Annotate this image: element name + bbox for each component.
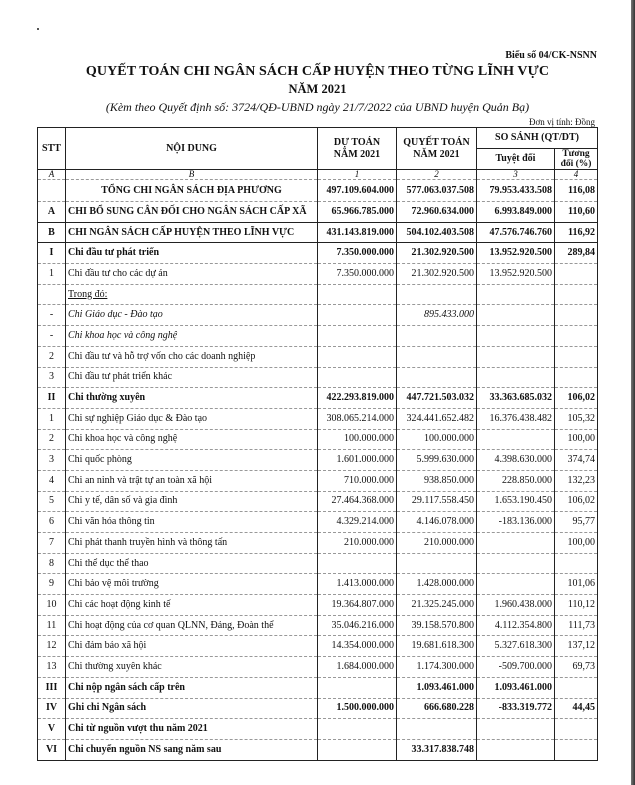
table-row [38, 450, 598, 471]
cell-content: Chi nộp ngân sách cấp trên [66, 677, 318, 698]
table-row [38, 574, 598, 595]
table-row [38, 264, 598, 285]
table-row [38, 615, 598, 636]
cell-absolute: 16.376.438.482 [477, 408, 555, 429]
cell-relative [555, 346, 598, 367]
cell-content [66, 284, 318, 305]
cell-settlement: 938.850.000 [397, 470, 477, 491]
cell-relative: 101,06 [555, 574, 598, 595]
scan-speck [37, 28, 39, 30]
cell-settlement: 577.063.037.508 [397, 180, 477, 202]
index-cell: 3 [477, 170, 555, 180]
cell-settlement: 447.721.503.032 [397, 388, 477, 409]
cell-content: TỔNG CHI NGÂN SÁCH ĐỊA PHƯƠNG [66, 180, 318, 202]
table-row [38, 408, 598, 429]
cell-relative [555, 284, 598, 305]
cell-absolute: 1.093.461.000 [477, 677, 555, 698]
cell-relative: 110,12 [555, 595, 598, 616]
cell-relative: 106,02 [555, 388, 598, 409]
cell-absolute [477, 719, 555, 740]
cell-content: Chi hoạt động của cơ quan QLNN, Đảng, Đoàn thể [66, 615, 318, 636]
cell-relative: 44,45 [555, 698, 598, 719]
form-code: Biểu số 04/CK-NSNN [505, 50, 597, 61]
header-relative-line1: Tương [562, 149, 590, 159]
header-content: NỘI DUNG [66, 128, 318, 170]
cell-relative: 116,92 [555, 222, 598, 243]
document-title: QUYẾT TOÁN CHI NGÂN SÁCH CẤP HUYỆN THEO TỪNG LĨNH VỰC [85, 64, 550, 79]
table-row [38, 367, 598, 388]
cell-estimate: 1.500.000.000 [318, 698, 397, 719]
table-row [38, 305, 598, 326]
cell-content: Chi khoa học và công nghệ [66, 326, 318, 347]
cell-stt: - [38, 326, 66, 347]
table-row [38, 222, 598, 243]
cell-estimate: 308.065.214.000 [318, 408, 397, 429]
cell-settlement: 1.428.000.000 [397, 574, 477, 595]
cell-settlement: 19.681.618.300 [397, 636, 477, 657]
cell-settlement: 4.146.078.000 [397, 512, 477, 533]
cell-stt: 1 [38, 264, 66, 285]
index-cell: 4 [555, 170, 598, 180]
header-relative [555, 149, 598, 170]
cell-content: Chi thường xuyên khác [66, 657, 318, 678]
cell-relative: 110,60 [555, 202, 598, 223]
cell-absolute: 228.850.000 [477, 470, 555, 491]
cell-stt: 1 [38, 408, 66, 429]
cell-stt: B [38, 222, 66, 243]
cell-stt: 2 [38, 346, 66, 367]
header-estimate-line2: NĂM 2021 [333, 148, 381, 160]
cell-relative: 105,32 [555, 408, 598, 429]
cell-content: Chi phát thanh truyền hình và thông tấn [66, 533, 318, 554]
cell-content: Chi sự nghiệp Giáo dục & Đào tạo [66, 408, 318, 429]
table-row [38, 533, 598, 554]
header-estimate [318, 128, 397, 170]
cell-absolute: 1.960.438.000 [477, 595, 555, 616]
cell-relative: 374,74 [555, 450, 598, 471]
cell-absolute: -183.136.000 [477, 512, 555, 533]
cell-content: Chi văn hóa thông tin [66, 512, 318, 533]
subheading-label: Trong đó: [68, 288, 108, 300]
cell-settlement [397, 719, 477, 740]
cell-stt: 13 [38, 657, 66, 678]
cell-settlement: 666.680.228 [397, 698, 477, 719]
table-row [38, 491, 598, 512]
cell-content: Chi đầu tư cho các dự án [66, 264, 318, 285]
cell-estimate [318, 346, 397, 367]
cell-relative: 106,02 [555, 491, 598, 512]
cell-estimate: 4.329.214.000 [318, 512, 397, 533]
cell-absolute: 13.952.920.500 [477, 243, 555, 264]
cell-content: Chi bảo vệ môi trường [66, 574, 318, 595]
cell-estimate: 1.684.000.000 [318, 657, 397, 678]
cell-stt [38, 284, 66, 305]
cell-stt: 2 [38, 429, 66, 450]
cell-content: CHI BỔ SUNG CÂN ĐỐI CHO NGÂN SÁCH CẤP XÃ [66, 202, 318, 223]
cell-estimate [318, 719, 397, 740]
cell-absolute [477, 284, 555, 305]
cell-settlement: 72.960.634.000 [397, 202, 477, 223]
cell-estimate: 100.000.000 [318, 429, 397, 450]
cell-relative: 95,77 [555, 512, 598, 533]
cell-relative: 116,08 [555, 180, 598, 202]
cell-content: Chi các hoạt động kinh tế [66, 595, 318, 616]
cell-content: Ghi chi Ngân sách [66, 698, 318, 719]
cell-settlement [397, 553, 477, 574]
total-row [38, 180, 598, 202]
cell-estimate: 35.046.216.000 [318, 615, 397, 636]
cell-settlement: 21.325.245.000 [397, 595, 477, 616]
cell-estimate [318, 367, 397, 388]
cell-absolute: 1.653.190.450 [477, 491, 555, 512]
cell-stt: IV [38, 698, 66, 719]
table-row [38, 553, 598, 574]
cell-absolute [477, 429, 555, 450]
cell-estimate [318, 326, 397, 347]
cell-content: Chi thể dục thể thao [66, 553, 318, 574]
cell-relative [555, 367, 598, 388]
cell-relative: 132,23 [555, 470, 598, 491]
index-cell: 2 [397, 170, 477, 180]
cell-absolute [477, 346, 555, 367]
cell-absolute [477, 305, 555, 326]
cell-content: Chi chuyển nguồn NS sang năm sau [66, 739, 318, 760]
table-row [38, 243, 598, 264]
cell-relative: 100,00 [555, 429, 598, 450]
cell-content: Chi đầu tư phát triển [66, 243, 318, 264]
cell-relative [555, 677, 598, 698]
table-row [38, 719, 598, 740]
cell-estimate [318, 739, 397, 760]
cell-settlement: 100.000.000 [397, 429, 477, 450]
table-row [38, 429, 598, 450]
cell-settlement: 21.302.920.500 [397, 264, 477, 285]
table-row [38, 326, 598, 347]
cell-settlement: 1.093.461.000 [397, 677, 477, 698]
cell-relative [555, 553, 598, 574]
table-row [38, 595, 598, 616]
cell-settlement [397, 367, 477, 388]
cell-absolute: 5.327.618.300 [477, 636, 555, 657]
cell-estimate: 497.109.604.000 [318, 180, 397, 202]
cell-absolute [477, 326, 555, 347]
cell-estimate: 14.354.000.000 [318, 636, 397, 657]
table-row [38, 657, 598, 678]
cell-relative: 289,84 [555, 243, 598, 264]
header-absolute: Tuyệt đối [477, 149, 555, 170]
cell-content: Chi Giáo dục - Đào tạo [66, 305, 318, 326]
cell-absolute: 6.993.849.000 [477, 202, 555, 223]
cell-settlement: 895.433.000 [397, 305, 477, 326]
table-row [38, 202, 598, 223]
cell-estimate: 1.601.000.000 [318, 450, 397, 471]
cell-estimate: 7.350.000.000 [318, 243, 397, 264]
header-settlement-line2: NĂM 2021 [413, 148, 460, 160]
cell-absolute: -509.700.000 [477, 657, 555, 678]
cell-estimate: 422.293.819.000 [318, 388, 397, 409]
cell-estimate [318, 677, 397, 698]
cell-settlement [397, 326, 477, 347]
cell-content: Chi quốc phòng [66, 450, 318, 471]
header-settlement [397, 128, 477, 170]
cell-absolute: 4.112.354.800 [477, 615, 555, 636]
cell-stt: 8 [38, 553, 66, 574]
cell-absolute: 79.953.433.508 [477, 180, 555, 202]
cell-content: Chi khoa học và công nghệ [66, 429, 318, 450]
cell-settlement [397, 346, 477, 367]
document-year: NĂM 2021 [288, 82, 347, 96]
cell-content: Chi từ nguồn vượt thu năm 2021 [66, 719, 318, 740]
table-row [38, 512, 598, 533]
cell-absolute: -833.319.772 [477, 698, 555, 719]
cell-absolute: 13.952.920.500 [477, 264, 555, 285]
cell-absolute [477, 367, 555, 388]
header-compare: SO SÁNH (QT/DT) [477, 128, 598, 149]
cell-absolute: 4.398.630.000 [477, 450, 555, 471]
cell-settlement: 324.441.652.482 [397, 408, 477, 429]
cell-estimate: 210.000.000 [318, 533, 397, 554]
cell-estimate: 7.350.000.000 [318, 264, 397, 285]
cell-absolute: 33.363.685.032 [477, 388, 555, 409]
cell-content: Chi đảm bảo xã hội [66, 636, 318, 657]
cell-stt: - [38, 305, 66, 326]
header-estimate-line1: DỰ TOÁN [333, 136, 381, 148]
cell-relative [555, 305, 598, 326]
document-subtitle: (Kèm theo Quyết định số: 3724/QĐ-UBND ngày 21/7/2022 của UBND huyện Quản Bạ) [105, 100, 530, 114]
index-cell: A [38, 170, 66, 180]
cell-settlement: 5.999.630.000 [397, 450, 477, 471]
cell-content: CHI NGÂN SÁCH CẤP HUYỆN THEO LĨNH VỰC [66, 222, 318, 243]
cell-stt: 6 [38, 512, 66, 533]
cell-settlement: 29.117.558.450 [397, 491, 477, 512]
table-row [38, 698, 598, 719]
cell-absolute [477, 739, 555, 760]
table-row [38, 470, 598, 491]
index-cell: 1 [318, 170, 397, 180]
table-row [38, 388, 598, 409]
cell-settlement: 33.317.838.748 [397, 739, 477, 760]
cell-absolute [477, 553, 555, 574]
cell-stt: I [38, 243, 66, 264]
table-row [38, 346, 598, 367]
cell-estimate: 19.364.807.000 [318, 595, 397, 616]
cell-stt: 7 [38, 533, 66, 554]
table-row [38, 739, 598, 760]
page-edge [631, 0, 635, 785]
budget-table [37, 127, 598, 761]
table-row [38, 677, 598, 698]
column-index-row [38, 170, 598, 180]
cell-estimate: 431.143.819.000 [318, 222, 397, 243]
cell-stt: 5 [38, 491, 66, 512]
cell-absolute [477, 533, 555, 554]
cell-settlement: 210.000.000 [397, 533, 477, 554]
table-row [38, 636, 598, 657]
header-settlement-line1: QUYẾT TOÁN [403, 136, 470, 148]
cell-stt: 12 [38, 636, 66, 657]
cell-settlement [397, 284, 477, 305]
cell-settlement: 21.302.920.500 [397, 243, 477, 264]
cell-stt: 11 [38, 615, 66, 636]
cell-estimate [318, 284, 397, 305]
cell-relative: 69,73 [555, 657, 598, 678]
cell-content: Chi đầu tư và hỗ trợ vốn cho các doanh nghiệp [66, 346, 318, 367]
cell-stt: 9 [38, 574, 66, 595]
cell-relative [555, 326, 598, 347]
cell-stt: II [38, 388, 66, 409]
cell-relative [555, 719, 598, 740]
cell-estimate: 65.966.785.000 [318, 202, 397, 223]
cell-settlement: 504.102.403.508 [397, 222, 477, 243]
cell-estimate [318, 305, 397, 326]
cell-content: Chi thường xuyên [66, 388, 318, 409]
cell-relative [555, 739, 598, 760]
cell-absolute: 47.576.746.760 [477, 222, 555, 243]
cell-estimate [318, 553, 397, 574]
cell-estimate: 1.413.000.000 [318, 574, 397, 595]
cell-stt: 3 [38, 450, 66, 471]
cell-relative [555, 264, 598, 285]
cell-estimate: 710.000.000 [318, 470, 397, 491]
cell-content: Chi an ninh và trật tự an toàn xã hội [66, 470, 318, 491]
cell-stt: III [38, 677, 66, 698]
cell-relative: 100,00 [555, 533, 598, 554]
header-stt: STT [38, 128, 66, 170]
cell-settlement: 39.158.570.800 [397, 615, 477, 636]
table-row [38, 284, 598, 305]
cell-stt: V [38, 719, 66, 740]
index-cell: B [66, 170, 318, 180]
cell-stt: VI [38, 739, 66, 760]
cell-stt [38, 180, 66, 202]
cell-stt: 3 [38, 367, 66, 388]
cell-stt: 4 [38, 470, 66, 491]
cell-content: Chi đầu tư phát triển khác [66, 367, 318, 388]
cell-stt: 10 [38, 595, 66, 616]
header-relative-line2: đối (%) [560, 159, 592, 169]
cell-stt: A [38, 202, 66, 223]
cell-relative: 111,73 [555, 615, 598, 636]
cell-absolute [477, 574, 555, 595]
cell-content: Chi y tế, dân số và gia đình [66, 491, 318, 512]
cell-settlement: 1.174.300.000 [397, 657, 477, 678]
cell-estimate: 27.464.368.000 [318, 491, 397, 512]
currency-unit: Đơn vị tính: Đồng [528, 117, 595, 127]
cell-relative: 137,12 [555, 636, 598, 657]
